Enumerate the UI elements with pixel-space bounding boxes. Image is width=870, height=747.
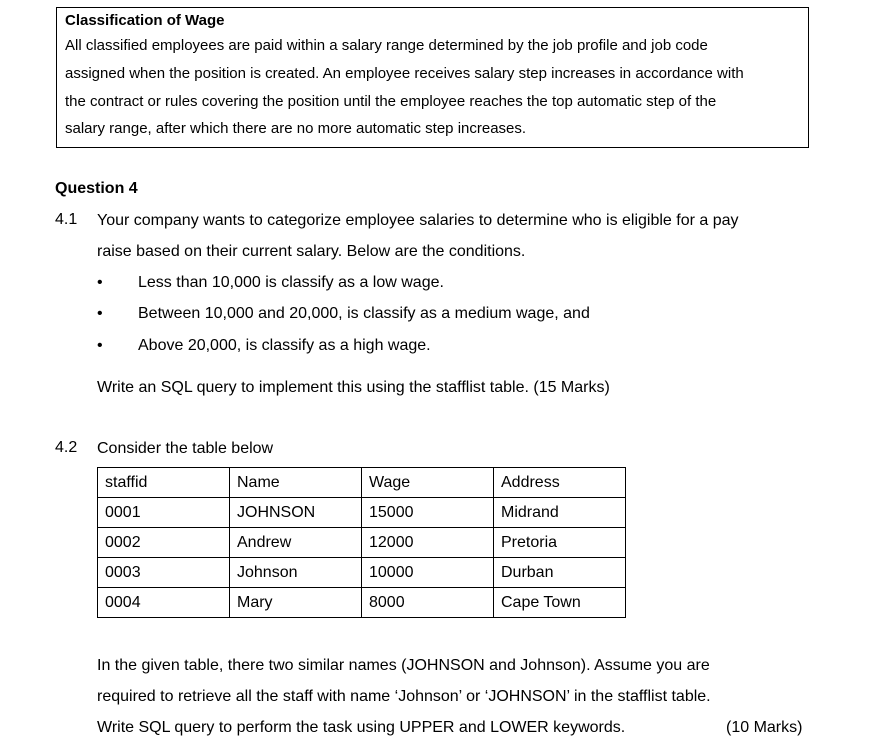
bullet-text: Less than 10,000 is classify as a low wage. xyxy=(138,274,444,291)
question-number-4-1: 4.1 xyxy=(55,211,78,228)
question-4-2-text xyxy=(97,650,711,743)
box-line: salary range, after which there are no more automatic step increases. xyxy=(65,120,527,138)
text-line: In the given table, there two similar names (JOHNSON and Johnson). Assume you are xyxy=(97,657,710,674)
question-number-4-2: 4.2 xyxy=(55,439,78,456)
table-cell: Pretoria xyxy=(494,528,626,558)
stafflist-table xyxy=(97,467,626,618)
table-cell: Mary xyxy=(230,588,362,618)
box-title: Classification of Wage xyxy=(65,12,225,29)
table-header-row xyxy=(98,468,626,498)
table-cell: Midrand xyxy=(494,498,626,528)
bullet-icon: • xyxy=(97,305,103,322)
header-cell: Name xyxy=(230,468,362,498)
box-line: the contract or rules covering the position until the employee reaches the top automatic step of the xyxy=(65,92,717,110)
question-4-1-text xyxy=(97,205,739,267)
header-cell: Address xyxy=(494,468,626,498)
table-cell: 0001 xyxy=(98,498,230,528)
table-row xyxy=(98,528,626,558)
text-line: Your company wants to categorize employee salaries to determine who is eligible for a pay xyxy=(97,212,739,229)
table-cell: 10000 xyxy=(362,558,494,588)
table-cell: 0004 xyxy=(98,588,230,618)
question-4-2-intro: Consider the table below xyxy=(97,440,274,457)
bullet-icon: • xyxy=(97,337,103,354)
table-cell: 0003 xyxy=(98,558,230,588)
question-4-2-marks: (10 Marks) xyxy=(726,719,803,736)
table-cell: Andrew xyxy=(230,528,362,558)
table-row xyxy=(98,498,626,528)
table-cell: Johnson xyxy=(230,558,362,588)
table-cell: 12000 xyxy=(362,528,494,558)
box-text xyxy=(65,32,800,143)
box-line: assigned when the position is created. An employee receives salary step increases in accordance with xyxy=(65,64,744,82)
bullet-text: Between 10,000 and 20,000, is classify as a medium wage, and xyxy=(138,305,590,322)
text-line: raise based on their current salary. Below are the conditions. xyxy=(97,243,526,260)
table-cell: 15000 xyxy=(362,498,494,528)
question-4-1-task: Write an SQL query to implement this using the stafflist table. (15 Marks) xyxy=(97,379,610,396)
table-cell: Durban xyxy=(494,558,626,588)
text-line: Write SQL query to perform the task using UPPER and LOWER keywords. xyxy=(97,719,626,736)
question-title: Question 4 xyxy=(55,180,138,197)
header-cell: staffid xyxy=(98,468,230,498)
bullet-icon: • xyxy=(97,274,103,291)
table-row xyxy=(98,588,626,618)
header-cell: Wage xyxy=(362,468,494,498)
table-cell: 8000 xyxy=(362,588,494,618)
table-cell: JOHNSON xyxy=(230,498,362,528)
table-cell: Cape Town xyxy=(494,588,626,618)
wage-classification-box xyxy=(56,7,809,148)
bullet-text: Above 20,000, is classify as a high wage. xyxy=(138,337,431,354)
table-cell: 0002 xyxy=(98,528,230,558)
box-line: All classified employees are paid within a salary range determined by the job profile and job code xyxy=(65,37,708,54)
text-line: required to retrieve all the staff with name ‘Johnson’ or ‘JOHNSON’ in the stafflist table. xyxy=(97,688,711,705)
table-row xyxy=(98,558,626,588)
